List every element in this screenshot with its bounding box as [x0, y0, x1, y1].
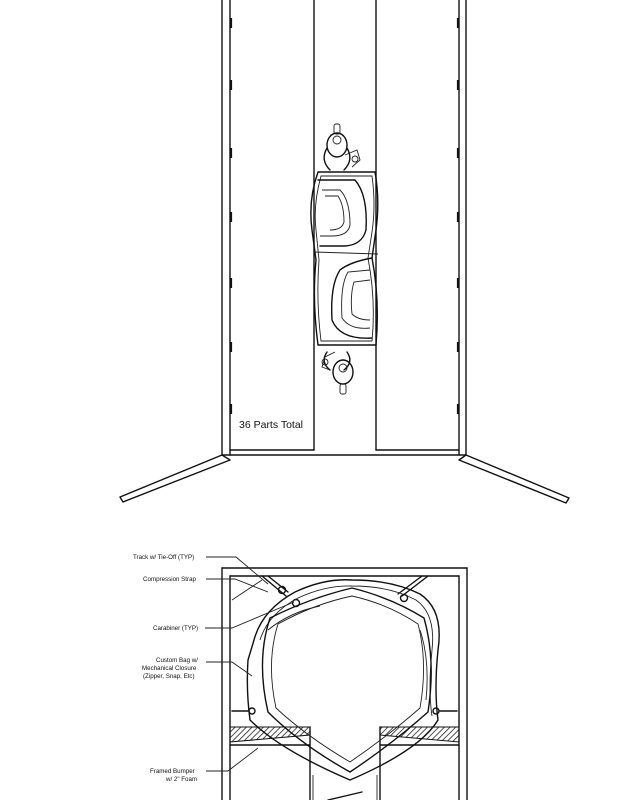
bagged-part-top-view	[311, 124, 378, 394]
svg-text:(Zipper, Snap, Etc): (Zipper, Snap, Etc)	[143, 673, 195, 680]
callout-framed-bumper	[150, 748, 258, 783]
svg-text:Compression Strap: Compression Strap	[143, 576, 196, 583]
callout-compression-strap	[143, 576, 268, 592]
callout-custom-bag	[142, 657, 252, 680]
left-door	[120, 455, 230, 502]
svg-text:Carabiner (TYP): Carabiner (TYP)	[153, 625, 199, 632]
svg-text:w/ 2" Foam: w/ 2" Foam	[166, 776, 198, 783]
track-tie-off-upper-left	[262, 576, 288, 596]
carabiner-top	[324, 124, 360, 170]
container-plan-view	[120, 0, 569, 503]
carabiner-bottom	[322, 352, 353, 394]
callouts	[133, 554, 294, 783]
svg-text:Track w/ Tie-Off (TYP): Track w/ Tie-Off (TYP)	[133, 554, 195, 561]
svg-text:Mechanical Closure: Mechanical Closure	[142, 665, 197, 672]
svg-text:Custom Bag w/: Custom Bag w/	[156, 657, 198, 664]
svg-text:Framed Bumper: Framed Bumper	[150, 768, 195, 775]
framed-bumper-left	[230, 727, 310, 742]
section-detail-view	[222, 568, 467, 800]
carabiner-lower-left	[249, 708, 255, 714]
wall-tie-off-marks	[231, 18, 458, 414]
right-door	[459, 455, 569, 503]
carabiner-lower-right	[433, 708, 439, 714]
parts-total-label: 36 Parts Total	[239, 419, 304, 431]
track-tie-off-upper-right	[398, 576, 428, 602]
